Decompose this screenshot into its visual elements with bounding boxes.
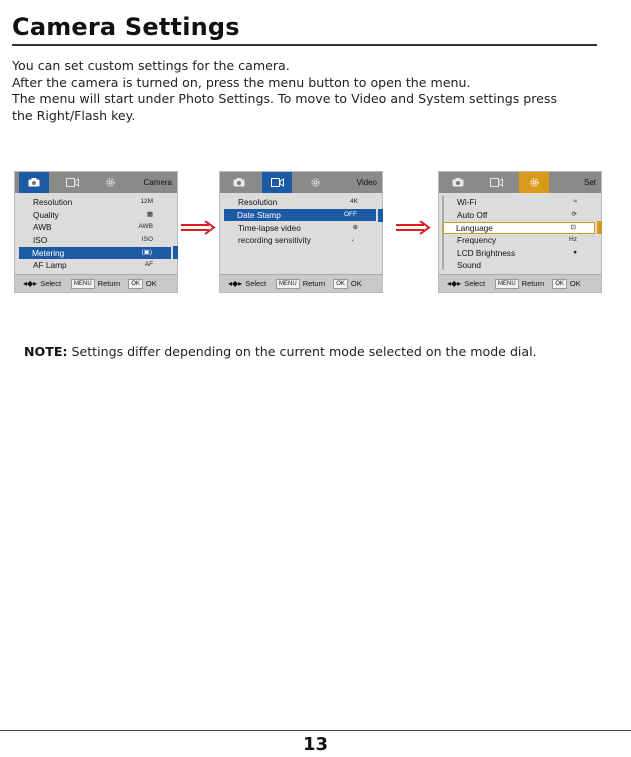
menu-tab-bar	[15, 172, 177, 193]
ok-key-icon: OK	[333, 279, 348, 289]
menu-screen-camera	[14, 171, 178, 293]
selection-marker	[597, 221, 602, 234]
select-label: Select	[40, 279, 62, 288]
select-label: Select	[245, 279, 267, 288]
gear-icon[interactable]	[300, 172, 330, 193]
menu-item-wi-fi[interactable]	[443, 196, 595, 209]
right-arrow-icon	[396, 221, 432, 235]
menu-item-label: Metering	[32, 247, 65, 258]
menu-tab-bar	[439, 172, 601, 193]
menu-item-label: Resolution	[238, 197, 278, 207]
menu-item-resolution[interactable]	[224, 196, 376, 209]
menu-item-label: LCD Brightness	[457, 247, 516, 258]
gear-icon[interactable]	[519, 172, 549, 193]
selection-marker	[173, 246, 178, 259]
setting-value-icon: 12M	[140, 198, 153, 205]
menu-item-frequency[interactable]	[443, 234, 595, 247]
note-text: Settings differ depending on the current mode selected on the mode dial.	[67, 344, 537, 359]
intro-line: You can set custom settings for the camera.	[12, 58, 290, 73]
menu-mode-label: Camera	[143, 178, 172, 187]
menu-key-icon: MENU	[495, 279, 519, 289]
video-icon[interactable]	[262, 172, 292, 193]
intro-line: After the camera is turned on, press the menu button to open the menu.	[12, 74, 471, 90]
menu-item-label: Language	[456, 222, 493, 233]
menu-item-label: ISO	[33, 234, 48, 245]
menu-footer	[439, 274, 601, 292]
menu-screen-set	[438, 171, 602, 293]
menu-item-label: Wi-Fi	[457, 197, 477, 207]
right-arrow-icon	[181, 221, 217, 235]
camera-icon[interactable]	[224, 172, 254, 193]
setting-value-icon: AF	[144, 261, 153, 268]
menu-item-recording-sensitivity[interactable]	[224, 234, 376, 247]
setting-value-icon: Hz	[569, 236, 577, 243]
menu-item-time-lapse-video[interactable]	[224, 222, 376, 235]
intro-line: the Right/Flash key.	[12, 107, 136, 123]
menu-item-quality[interactable]	[19, 209, 171, 222]
menu-item-label: Resolution	[33, 197, 73, 207]
setting-value-icon: AWB	[138, 223, 153, 230]
ok-key-icon: OK	[552, 279, 567, 289]
menu-item-iso[interactable]	[19, 234, 171, 247]
menu-mode-label: Video	[356, 178, 377, 187]
setting-value-icon: 4K	[350, 198, 358, 205]
intro-text	[12, 58, 612, 124]
menu-list	[439, 196, 601, 272]
menu-item-language[interactable]	[443, 222, 595, 234]
setting-value-icon: ⊡	[570, 223, 576, 231]
menu-item-metering[interactable]	[19, 247, 171, 259]
select-label: Select	[464, 279, 486, 288]
menu-item-sound[interactable]	[443, 259, 595, 272]
menu-mode-label: Set	[583, 178, 596, 187]
ok-label: OK	[145, 279, 157, 288]
dpad-icon: ◂◆▸	[228, 279, 243, 288]
gear-icon[interactable]	[95, 172, 125, 193]
setting-value-icon: (▣)	[141, 248, 152, 256]
menu-item-awb[interactable]	[19, 221, 171, 234]
menu-footer	[15, 274, 177, 292]
menu-item-af-lamp[interactable]	[19, 259, 171, 272]
setting-value-icon: ⊕	[352, 223, 358, 231]
setting-value-icon: ♩	[351, 236, 358, 243]
menu-item-label: Time-lapse video	[238, 222, 301, 233]
menu-item-auto-off[interactable]	[443, 209, 595, 222]
menu-item-lcd-brightness[interactable]	[443, 247, 595, 260]
menu-item-label: Quality	[33, 209, 59, 220]
setting-value-icon: ⟳	[571, 210, 577, 218]
menu-key-icon: MENU	[71, 279, 95, 289]
return-label: Return	[97, 279, 121, 288]
setting-value-icon: ▦	[146, 210, 153, 218]
menu-footer	[220, 274, 382, 292]
menu-item-label: Auto Off	[457, 209, 488, 220]
ok-label: OK	[350, 279, 362, 288]
menu-item-resolution[interactable]	[19, 196, 171, 209]
menu-key-icon: MENU	[276, 279, 300, 289]
title-divider	[12, 44, 597, 46]
menu-item-label: Sound	[457, 260, 481, 270]
menu-item-label: AWB	[33, 222, 52, 232]
menu-item-label: AF Lamp	[33, 260, 67, 270]
note	[24, 344, 537, 359]
intro-line: The menu will start under Photo Settings. To move to Video and System settings press	[12, 91, 558, 107]
setting-value-icon: ●	[573, 248, 577, 256]
note-label: NOTE:	[24, 344, 68, 359]
camera-icon[interactable]	[19, 172, 49, 193]
menu-item-label: recording sensitivity	[238, 235, 311, 245]
ok-label: OK	[569, 279, 581, 288]
return-label: Return	[302, 279, 326, 288]
menu-list	[220, 196, 382, 247]
footer-divider	[0, 730, 631, 731]
menu-item-label: Frequency	[457, 235, 497, 245]
menu-item-label: Date Stamp	[237, 210, 281, 220]
setting-value-icon: OFF	[344, 211, 357, 218]
menu-screen-video	[219, 171, 383, 293]
setting-value-icon: ≈	[573, 198, 577, 205]
menu-list	[15, 196, 177, 272]
selection-marker	[378, 209, 383, 222]
camera-icon[interactable]	[443, 172, 473, 193]
video-icon[interactable]	[481, 172, 511, 193]
page-number: 13	[302, 734, 329, 755]
dpad-icon: ◂◆▸	[23, 279, 38, 288]
setting-value-icon: ISO	[141, 235, 153, 243]
menu-tab-bar	[220, 172, 382, 193]
ok-key-icon: OK	[128, 279, 143, 289]
page-title: Camera Settings	[12, 13, 240, 41]
video-icon[interactable]	[57, 172, 87, 193]
dpad-icon: ◂◆▸	[447, 279, 462, 288]
return-label: Return	[521, 279, 545, 288]
menu-item-date-stamp[interactable]	[224, 209, 376, 221]
